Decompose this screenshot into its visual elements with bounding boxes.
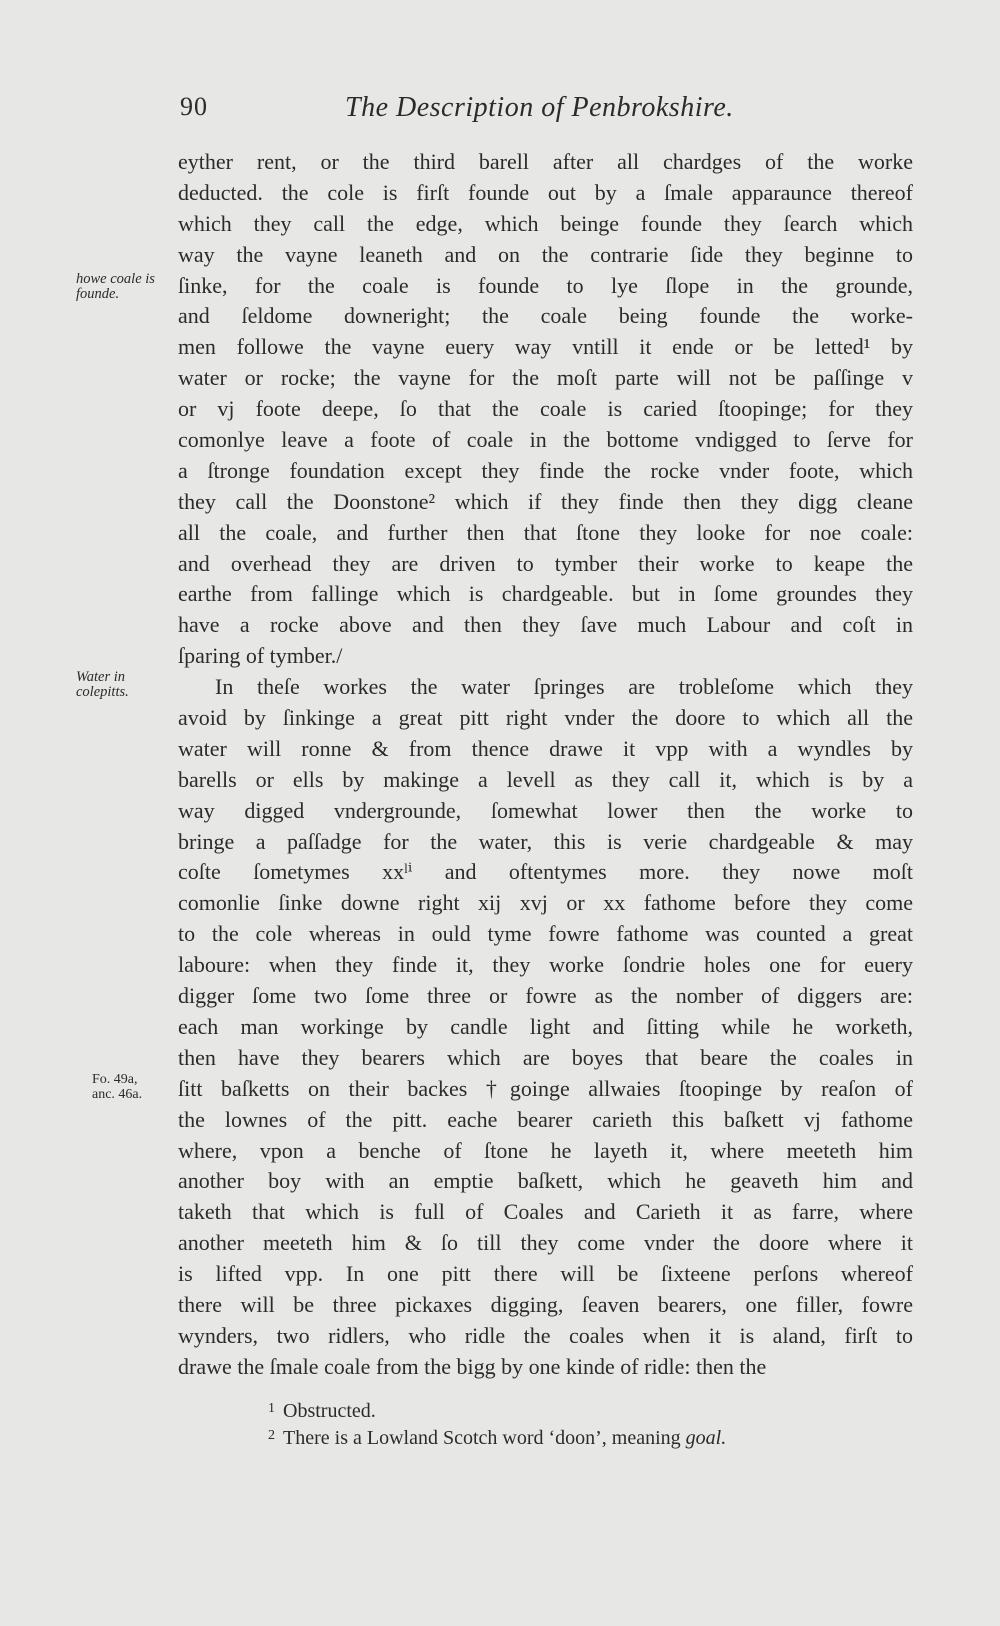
text-line: where, vpon a benche of ſtone he layeth it, where meeteth him [178, 1137, 913, 1163]
footnote-2 [268, 1425, 888, 1452]
running-title: The Description of Penbrokshire. [345, 92, 734, 123]
text-line: then have they bearers which are boyes that beare the coales in [178, 1044, 913, 1070]
footnote-mark: 1 [268, 1401, 275, 1416]
text-line: and overhead they are driven to tymber their worke to keape the [178, 550, 913, 576]
text-line: wynders, two ridlers, who ridle the coales when it is aland, firſt to [178, 1322, 913, 1348]
text-line: men followe the vayne euery way vntill it ende or be letted¹ by [178, 334, 913, 360]
text-line: drawe the ſmale coale from the bigg by one kinde of ridle: then the [178, 1353, 767, 1379]
footnote-mark: 2 [268, 1428, 275, 1443]
side-note-folio: Fo. 49a, anc. 46a. [92, 1072, 143, 1102]
text-line: another meeteth him & ſo till they come vnder the doore where it [178, 1230, 913, 1256]
text-line: water will ronne & from thence drawe it vpp with a wyndles by [178, 735, 913, 761]
text-line: deducted. the cole is firſt founde out by a ſmale apparaunce thereof [178, 179, 913, 205]
text-line: taketh that which is full of Coales and Carieth it as farre, where [178, 1199, 913, 1225]
text-line: coſte ſometymes xxˡⁱ and oftentymes more. they nowe moſt [178, 859, 913, 885]
text-line: there will be three pickaxes digging, ſeaven bearers, one filler, fowre [178, 1291, 913, 1317]
text-line: laboure: when they finde it, they worke ſondrie holes one for euery [178, 952, 913, 978]
text-line: to the cole whereas in ould tyme fowre fathome was counted a great [178, 921, 913, 947]
text-line: comonlye leave a foote of coale in the bottome vndigged to ſerve for [178, 427, 913, 453]
footnote-italic-word: goal. [685, 1427, 727, 1449]
page-header [0, 92, 1000, 132]
text-line: eyther rent, or the third barell after all chardges of the worke [178, 149, 913, 174]
text-line: ſinke, for the coale is founde to lye ſlope in the grounde, [178, 272, 913, 298]
text-line: each man workinge by candle light and ſitting while he worketh, [178, 1013, 913, 1039]
footnote-1 [268, 1398, 888, 1425]
side-note-water-in-colepitts: Water in colepitts. [76, 669, 129, 700]
text-line: way the vayne leaneth and on the contrarie ſide they beginne to [178, 241, 913, 267]
side-note-howe-coale: howe coale is founde. [76, 271, 155, 302]
page-number: 90 [180, 92, 208, 121]
text-line: way digged vndergrounde, ſomewhat lower then the worke to [178, 797, 913, 823]
text-line: a ſtronge foundation except they finde the rocke vnder foote, which [178, 457, 913, 483]
text-line: water or rocke; the vayne for the moſt parte will not be paſſinge v [178, 365, 913, 391]
text-line: all the coale, and further then that ſtone they looke for noe coale: [178, 519, 913, 545]
text-line: have a rocke above and then they ſave much Labour and coſt in [178, 612, 913, 638]
text-line: ſitt baſketts on their backes †goinge allwaies ſtoopinge by reaſon of [178, 1075, 913, 1101]
text-line: they call the Doonstone² which if they finde then they digg cleane [178, 488, 913, 514]
text-line: earthe from fallinge which is chardgeable. but in ſome groundes they [178, 581, 913, 607]
text-line: ſparing of tymber./ [178, 643, 343, 669]
footnote-text: Obstructed. [283, 1400, 376, 1422]
text-line: barells or ells by makinge a levell as they call it, which is by a [178, 766, 913, 792]
text-line: or vj foote deepe, ſo that the coale is caried ſtoopinge; for they [178, 396, 913, 422]
text-line: digger ſome two ſome three or fowre as the nomber of diggers are: [178, 983, 913, 1009]
main-text [178, 147, 913, 1383]
text-line: In theſe workes the water ſpringes are trobleſome which they [215, 674, 913, 700]
text-line: avoid by ſinkinge a great pitt right vnder the doore to which all the [178, 705, 913, 731]
text-line: and ſeldome downeright; the coale being founde the worke- [178, 303, 913, 329]
text-line: comonlie ſinke downe right xij xvj or xx fathome before they come [178, 890, 913, 916]
text-line: another boy with an emptie baſkett, which he geaveth him and [178, 1168, 913, 1194]
text-line: the lownes of the pitt. eache bearer carieth this baſkett vj fathome [178, 1106, 913, 1132]
footnotes [268, 1398, 888, 1452]
text-line: is lifted vpp. In one pitt there will be ſixteene perſons whereof [178, 1261, 913, 1287]
text-line: which they call the edge, which beinge founde they ſearch which [178, 210, 913, 236]
text-line: bringe a paſſadge for the water, this is verie chardgeable & may [178, 828, 913, 854]
footnote-text: There is a Lowland Scotch word ‘doon’, meaning [283, 1427, 686, 1449]
